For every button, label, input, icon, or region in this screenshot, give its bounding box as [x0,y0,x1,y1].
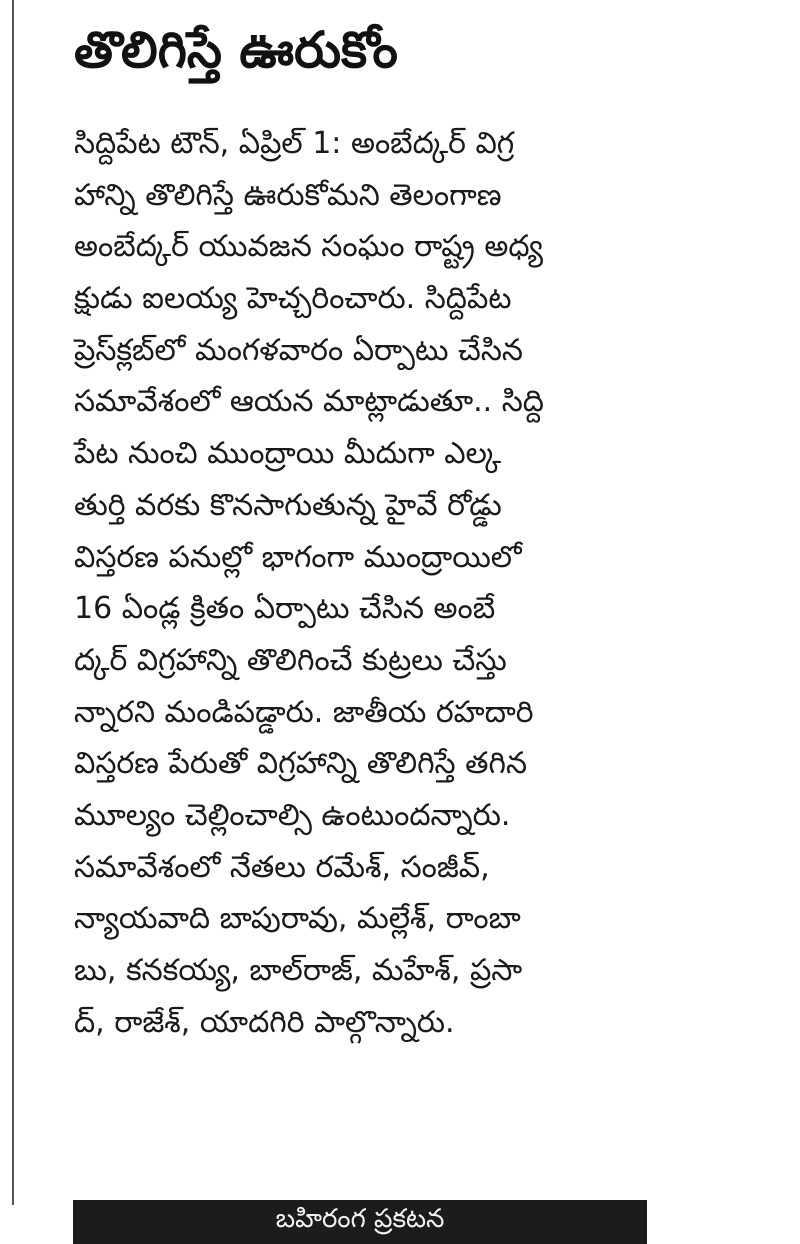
body-line: క్షుడు ఐలయ్య హెచ్చరించారు. సిద్దిపేట [74,281,512,317]
body-line: సమావేశంలో ఆయన మాట్లాడుతూ.. సిద్ది [74,384,544,420]
column-rule [12,0,14,1205]
body-line: విస్తరణ పేరుతో విగ్రహాన్ని తొలిగిస్తే తగిన [74,746,528,782]
body-line: సిద్దిపేట టౌన్, ఏప్రిల్ 1: అంబేద్కర్ విగ్ర [74,126,515,161]
body-line: హాన్ని తొలిగిస్తే ఊరుకోమని తెలంగాణ [74,177,502,213]
body-line: విస్తరణ పనుల్లో భాగంగా ముంద్రాయిలో [74,539,522,575]
body-line: అంబేద్కర్ యువజన సంఘం రాష్ట్ర అధ్య [74,229,544,265]
body-line: తుర్తి వరకు కొనసాగుతున్న హైవే రోడ్డు [74,487,502,523]
body-line: సమావేశంలో నేతలు రమేశ్, సంజీవ్, [74,849,490,885]
advertisement-label: బహిరంగ ప్రకటన [275,1204,445,1234]
body-line: బు, కనకయ్య, బాల్‌రాజ్, మహేశ్, ప్రసా [74,953,523,988]
body-line: పేట నుంచి ముంద్రాయి మీదుగా ఎల్క [74,436,502,472]
body-line: 16 ఏండ్ల క్రితం ఏర్పాటు చేసిన అంబే [74,591,496,627]
body-line: ప్రెస్‌క్లబ్‌లో మంగళవారం ఏర్పాటు చేసిన [74,332,523,368]
body-line: ద్కర్ విగ్రహాన్ని తొలిగించే కుట్రలు చేస్తు [74,642,507,678]
article-headline: తొలిగిస్తే ఊరుకోం [74,21,398,79]
body-line: న్యాయవాది బాపురావు, మల్లేశ్, రాంబా [74,901,521,937]
article-body [74,118,674,1048]
body-line: మూల్యం చెల్లించాల్సి ఉంటుందన్నారు. [74,797,511,833]
body-line: ద్, రాజేశ్, యాదగిరి పాల్గొన్నారు. [74,1004,455,1040]
body-line: న్నారని మండిపడ్డారు. జాతీయ రహదారి [74,694,534,730]
advertisement-banner [73,1200,647,1244]
